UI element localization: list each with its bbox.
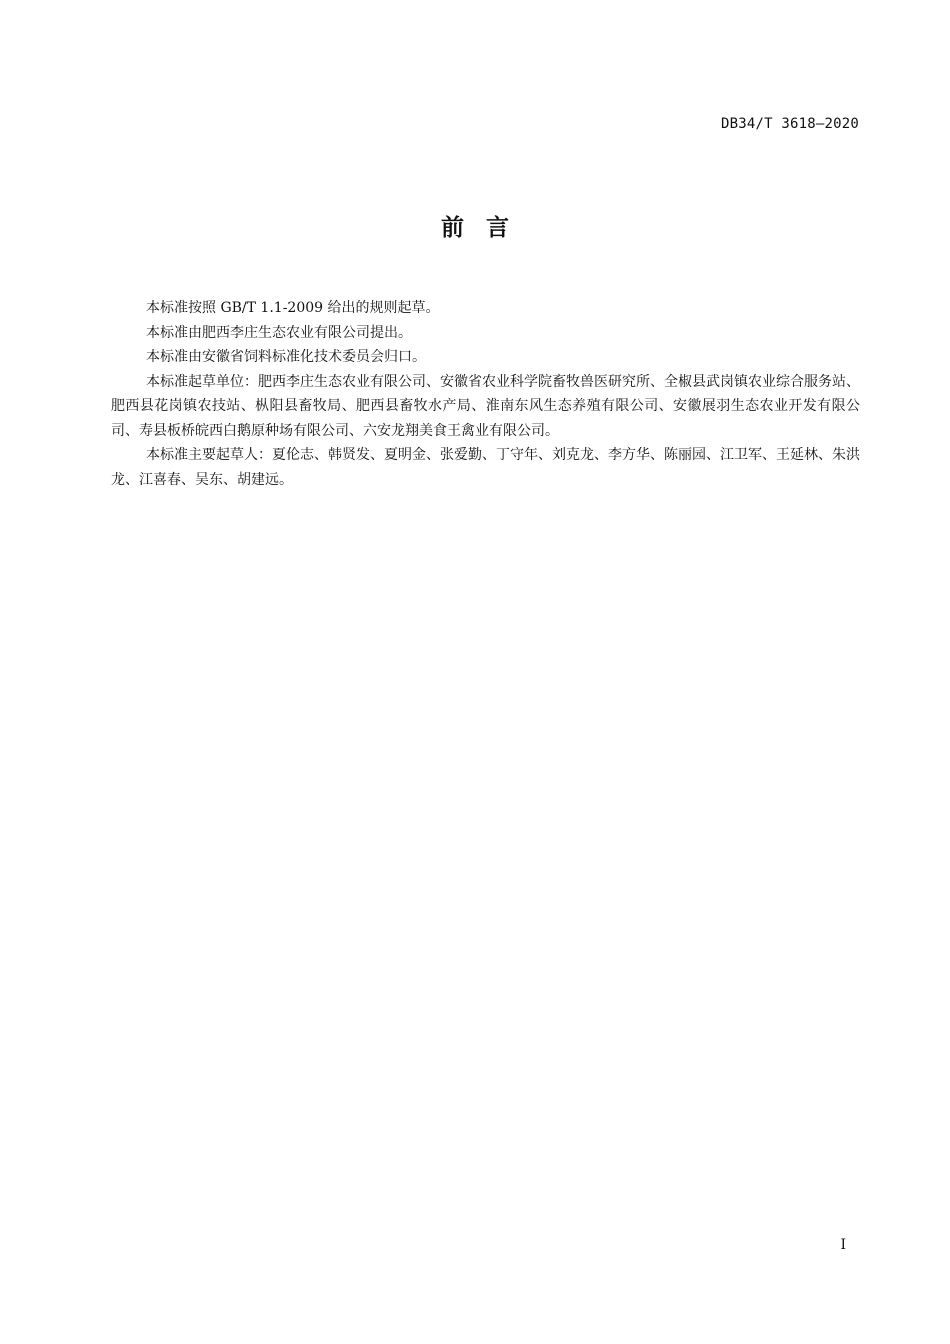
paragraph-drafters: 本标准主要起草人：夏伦志、韩贤发、夏明金、张爱勤、丁守年、刘克龙、李方华、陈丽园、江卫军、王延林、朱洪龙、江喜春、吴东、胡建远。 <box>111 447 860 488</box>
page-number: I <box>840 1237 846 1253</box>
paragraph-proposer: 本标准由肥西李庄生态农业有限公司提出。 <box>146 324 412 341</box>
foreword-body <box>111 296 860 492</box>
paragraph-drafting-rules: 本标准按照 GB/T 1.1-2009 给出的规则起草。 <box>146 300 440 316</box>
page-title: 前言 <box>441 215 531 241</box>
paragraph-committee: 本标准由安徽省饲料标准化技术委员会归口。 <box>146 349 426 365</box>
paragraph-drafting-units: 本标准起草单位：肥西李庄生态农业有限公司、安徽省农业科学院畜牧兽医研究所、全椒县武岗镇农业综合服务站、肥西县花岗镇农技站、枞阳县畜牧局、肥西县畜牧水产局、淮南东风生态养殖有限公司、安徽展羽生态农业开发有限公司、寿县板桥皖西白鹅原种场有限公司、六安龙翔美食王禽业有限公司。 <box>111 373 860 439</box>
standard-code: DB34/T 3618—2020 <box>720 116 859 132</box>
